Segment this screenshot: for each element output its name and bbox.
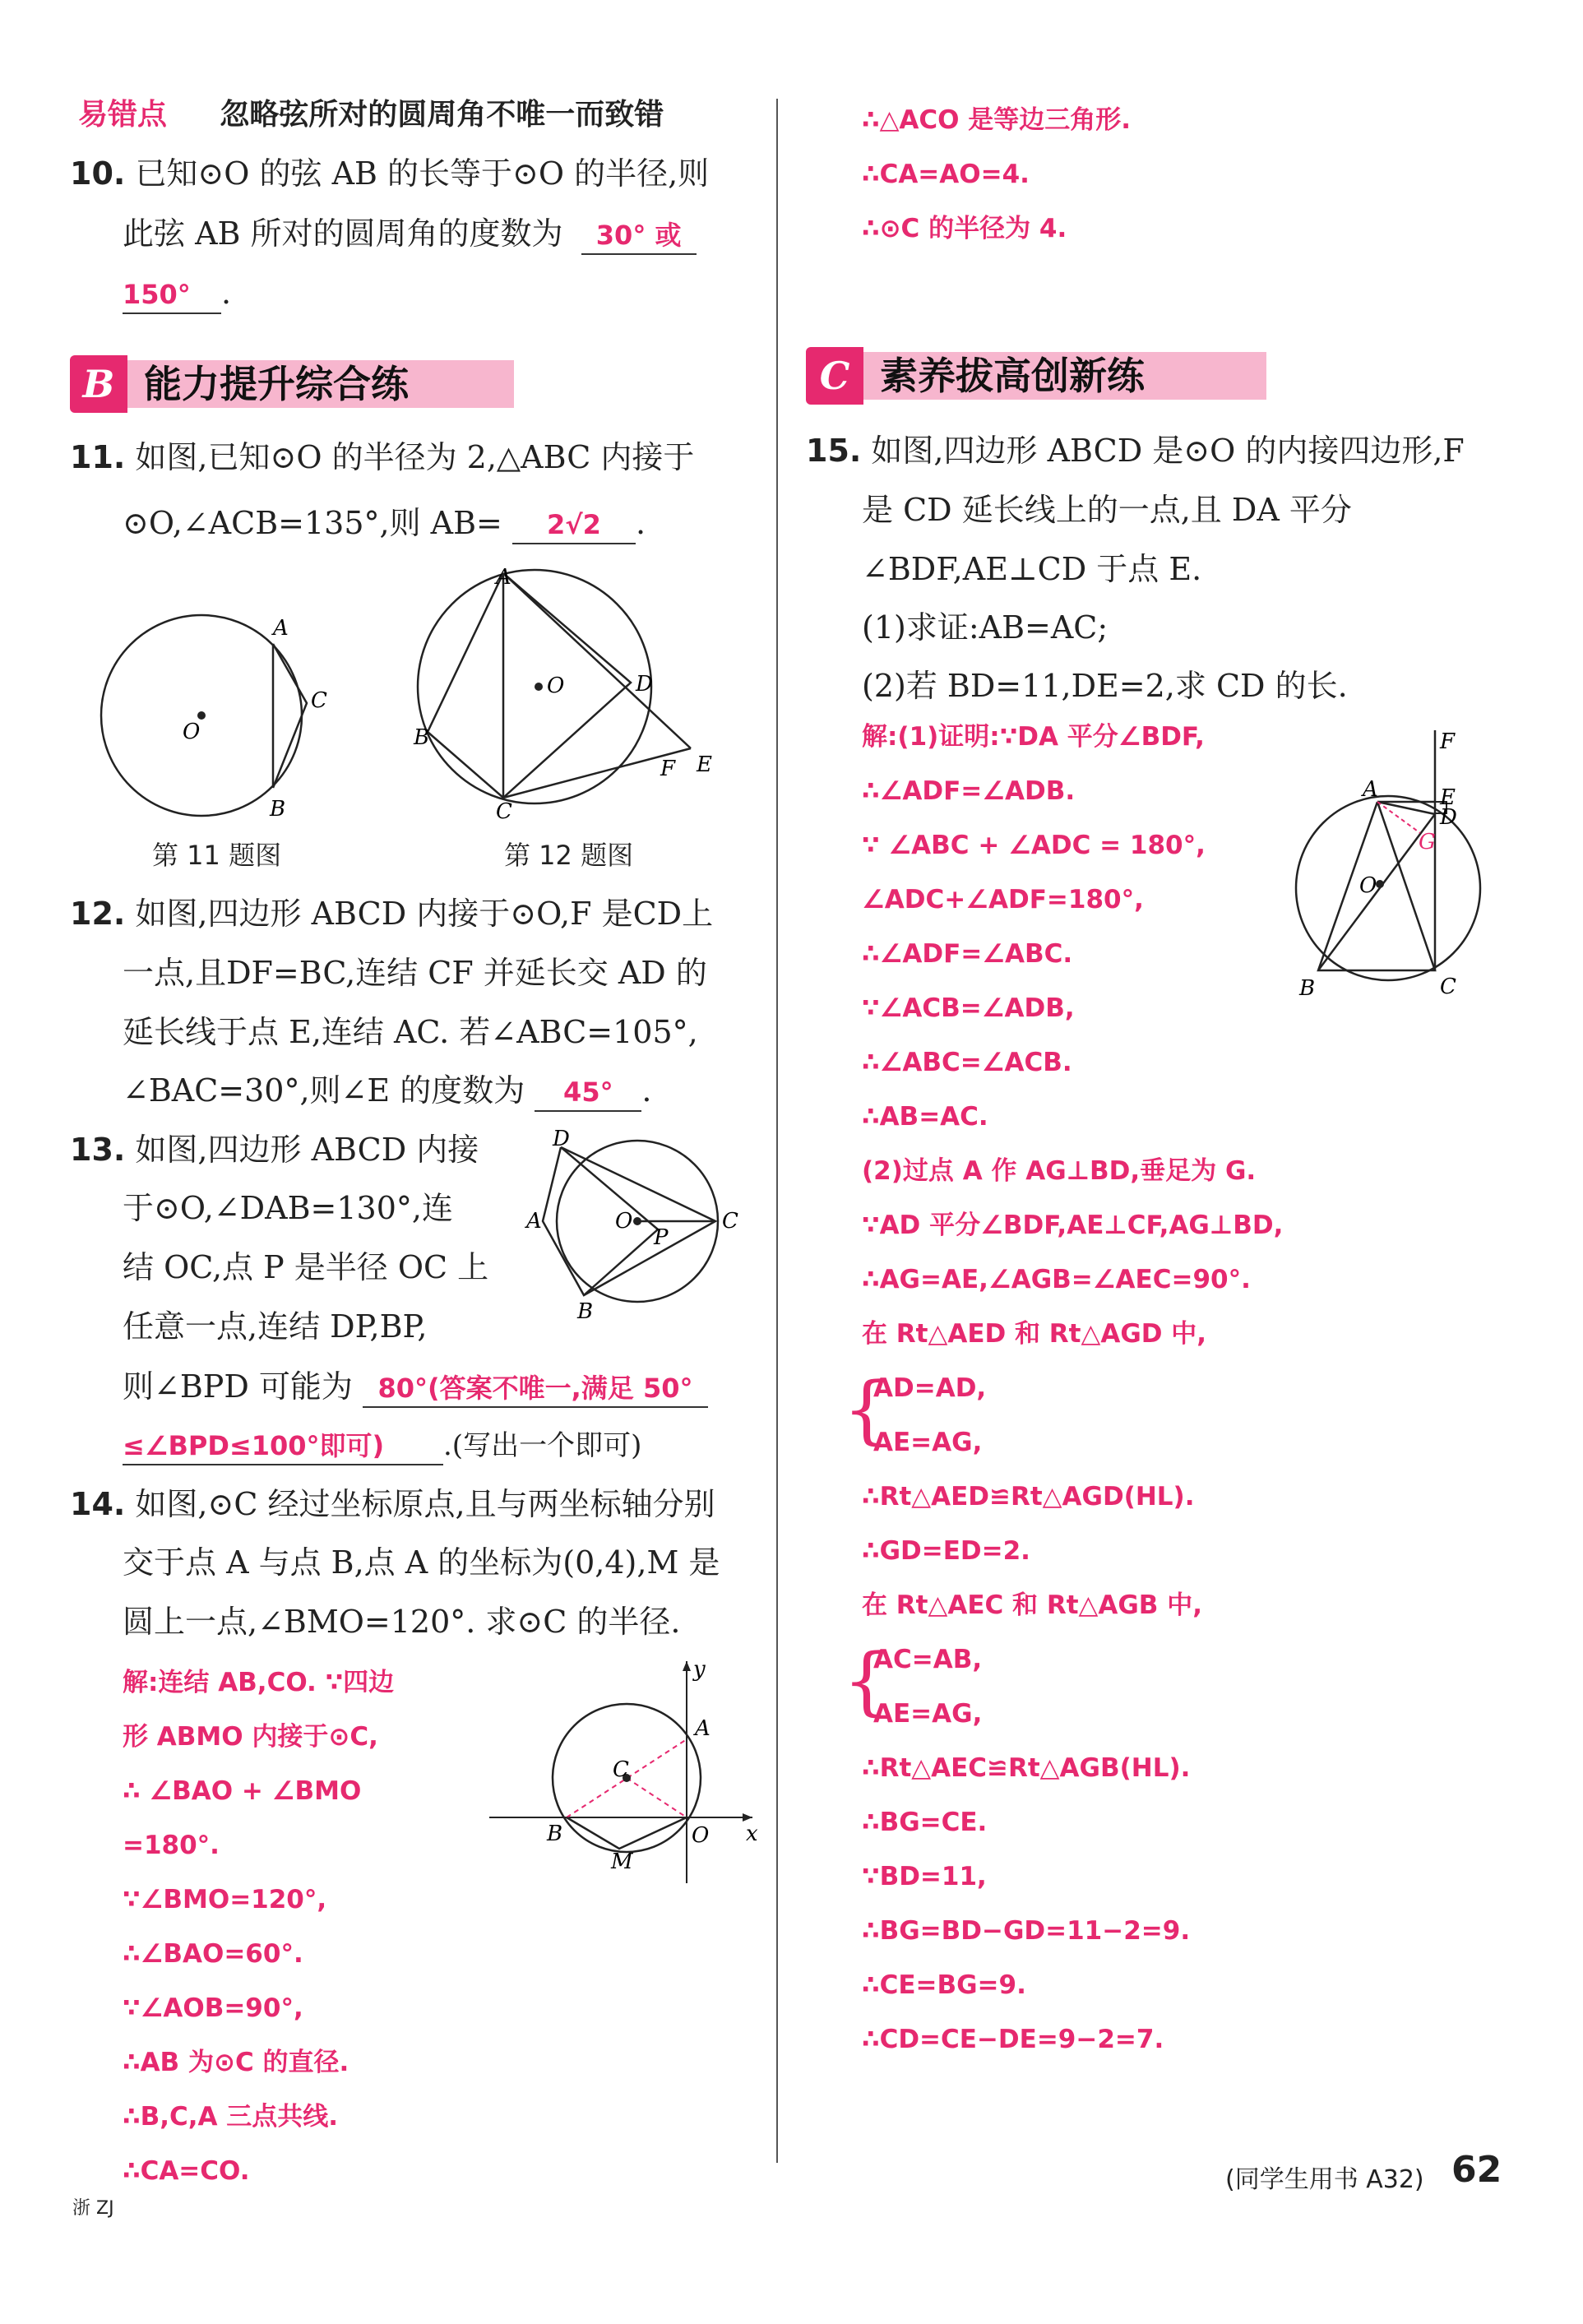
q12-text4: ∠BAC=30°,则∠E 的度数为: [123, 1072, 525, 1109]
svg-text:A: A: [496, 565, 511, 590]
q13-answer2: ≤∠BPD≤100°即可): [123, 1430, 385, 1461]
q14-number: 14.: [70, 1486, 126, 1522]
footer-region: 浙 ZJ: [72, 2198, 114, 2219]
q10-line1: [70, 152, 709, 195]
svg-text:C: C: [496, 799, 512, 824]
q15-sol-line-18: AE=AG,: [873, 1699, 983, 1729]
q12-line1: [70, 892, 713, 935]
section-c-badge: C: [806, 347, 863, 405]
q14-sol-line-2: ∴ ∠BAO + ∠BMO: [123, 1776, 362, 1806]
svg-text:C: C: [722, 1209, 738, 1234]
svg-text:A: A: [1363, 777, 1378, 802]
svg-text:D: D: [636, 672, 653, 697]
svg-text:G: G: [1419, 830, 1436, 854]
q15-brace-2: {: [843, 1638, 891, 1724]
svg-text:O: O: [1359, 873, 1377, 898]
q11-line1: [70, 436, 694, 479]
svg-text:D: D: [1440, 805, 1457, 830]
q15-text4: (1)求证:AB=AC;: [862, 609, 1109, 646]
q13-number: 13.: [70, 1132, 126, 1168]
svg-text:A: A: [526, 1209, 542, 1234]
q10-line2: [123, 212, 697, 255]
q15-sol-line-6: ∴∠ABC=∠ACB.: [862, 1048, 1072, 1077]
svg-text:M: M: [611, 1849, 633, 1874]
svg-text:F: F: [660, 757, 676, 781]
q11-number: 11.: [70, 439, 126, 475]
q15-sol-line-13: AE=AG,: [873, 1428, 983, 1457]
q15-number: 15.: [806, 433, 862, 469]
q15-text2: 是 CD 延长线上的一点,且 DA 平分: [862, 492, 1352, 528]
q15-sol-line-0: 解:(1)证明:∵DA 平分∠BDF,: [862, 722, 1205, 752]
q14-sol-line-7: ∴AB 为⊙C 的直径.: [123, 2048, 349, 2077]
q10-line3: [123, 271, 231, 314]
q15-sol-line-3: ∠ADC+∠ADF=180°,: [862, 885, 1144, 914]
svg-text:B: B: [577, 1299, 594, 1324]
svg-text:O: O: [692, 1823, 710, 1848]
svg-text:F: F: [1440, 729, 1456, 754]
q13-text2: 于⊙O,∠DAB=130°,连: [123, 1190, 453, 1226]
q15-sol-line-14: ∴Rt△AED≌Rt△AGD(HL).: [862, 1482, 1195, 1512]
footer-reference: (同学生用书 A32): [1225, 2165, 1424, 2194]
q14-cont-line-0: ∴△ACO 是等边三角形.: [862, 105, 1132, 135]
q13-end: .(写出一个即可): [443, 1429, 642, 1462]
q15-sol-line-9: ∵AD 平分∠BDF,AE⊥CF,AG⊥BD,: [862, 1211, 1284, 1240]
q14-line1: [70, 1483, 715, 1525]
q13-text5: 则∠BPD 可能为: [123, 1368, 353, 1405]
q15-sol-line-16: 在 Rt△AEC 和 Rt△AGB 中,: [862, 1590, 1202, 1620]
section-b-title: 能力提升综合练: [144, 362, 409, 406]
svg-text:B: B: [414, 725, 430, 750]
fig11-chords: [273, 644, 307, 788]
q14-text3: 圆上一点,∠BMO=120°. 求⊙C 的半径.: [123, 1604, 681, 1640]
q15-sol-line-21: ∵BD=11,: [862, 1862, 987, 1891]
q15-sol-line-2: ∵ ∠ABC + ∠ADC = 180°,: [862, 831, 1206, 860]
q15-sol-line-23: ∴CE=BG=9.: [862, 1970, 1026, 2000]
q15-sol-line-5: ∵∠ACB=∠ADB,: [862, 993, 1075, 1023]
q14-cont-line-1: ∴CA=AO=4.: [862, 160, 1030, 189]
q12-answer: 45°: [563, 1076, 613, 1108]
fig12-quad: [428, 573, 631, 798]
q11-end: .: [635, 505, 646, 541]
q15-sol-line-22: ∴BG=BD−GD=11−2=9.: [862, 1916, 1191, 1946]
q14-sol-line-0: 解:连结 AB,CO. ∵四边: [123, 1668, 395, 1697]
q10-text2: 此弦 AB 所对的圆周角的度数为: [123, 215, 563, 252]
column-divider: [776, 99, 778, 2163]
figure-12: [415, 567, 785, 831]
q12-end: .: [641, 1072, 652, 1109]
q14-sol-line-6: ∵∠AOB=90°,: [123, 1993, 303, 2023]
error-point-header: [78, 92, 664, 137]
q11-answer: 2√2: [547, 509, 601, 540]
svg-text:B: B: [270, 797, 286, 822]
section-c-title: 素养拔高创新练: [880, 354, 1145, 398]
q14-sol-line-3: =180°.: [123, 1831, 220, 1860]
svg-text:C: C: [613, 1757, 629, 1782]
q13-text4: 任意一点,连结 DP,BP,: [123, 1308, 428, 1345]
svg-text:P: P: [654, 1225, 669, 1250]
q14-text1: 如图,⊙C 经过坐标原点,且与两坐标轴分别: [135, 1486, 715, 1522]
q15-text5: (2)若 BD=11,DE=2,求 CD 的长.: [862, 668, 1348, 704]
fig11-caption: 第 11 题图: [152, 840, 282, 871]
q14-text2: 交于点 A 与点 B,点 A 的坐标为(0,4),M 是: [123, 1544, 720, 1581]
q11-text2: ⊙O,∠ACB=135°,则 AB=: [123, 505, 502, 541]
svg-text:A: A: [695, 1716, 710, 1741]
svg-text:O: O: [547, 674, 565, 698]
page-number: 62: [1451, 2149, 1502, 2191]
q10-answer2: 150°: [123, 279, 191, 310]
figure-11: [99, 600, 370, 831]
figure-14: [481, 1653, 761, 1891]
error-point-label: 易错点: [78, 98, 168, 132]
q14-sol-line-9: ∴CA=CO.: [123, 2156, 250, 2186]
q13-line6: [123, 1423, 641, 1467]
figure-13: [518, 1127, 757, 1324]
q11-line2: [123, 502, 646, 544]
section-c-banner: [806, 347, 1266, 405]
q15-sol-line-11: 在 Rt△AED 和 Rt△AGD 中,: [862, 1319, 1207, 1349]
svg-text:x: x: [746, 1822, 758, 1846]
q12-line4: [123, 1069, 651, 1112]
q12-text2: 一点,且DF=BC,连结 CF 并延长交 AD 的: [123, 955, 707, 991]
svg-text:O: O: [183, 720, 201, 744]
q15-sol-line-24: ∴CD=CE−DE=9−2=7.: [862, 2025, 1164, 2054]
q15-sol-line-10: ∴AG=AE,∠AGB=∠AEC=90°.: [862, 1265, 1251, 1294]
q15-text3: ∠BDF,AE⊥CD 于点 E.: [862, 551, 1202, 587]
q10-end: .: [221, 275, 232, 311]
q15-brace-1: {: [843, 1367, 891, 1453]
q10-number: 10.: [70, 155, 126, 192]
q15-sol-line-17: AC=AB,: [873, 1645, 983, 1674]
error-point-title: 忽略弦所对的圆周角不唯一而致错: [220, 98, 664, 132]
q15-text1: 如图,四边形 ABCD 是⊙O 的内接四边形,F: [871, 433, 1465, 469]
q12-text1: 如图,四边形 ABCD 内接于⊙O,F 是CD上: [135, 896, 714, 932]
q14-sol-line-1: 形 ABMO 内接于⊙C,: [123, 1722, 378, 1752]
q11-text1: 如图,已知⊙O 的半径为 2,△ABC 内接于: [135, 439, 695, 475]
svg-text:C: C: [1440, 975, 1456, 999]
fig11-center: [197, 711, 206, 720]
q12-number: 12.: [70, 896, 126, 932]
svg-text:E: E: [1440, 785, 1456, 810]
q15-sol-line-4: ∴∠ADF=∠ABC.: [862, 939, 1073, 969]
q15-sol-line-1: ∴∠ADF=∠ADB.: [862, 776, 1076, 806]
q14-sol-line-8: ∴B,C,A 三点共线.: [123, 2102, 339, 2132]
svg-text:E: E: [697, 752, 712, 777]
svg-text:B: B: [547, 1822, 563, 1846]
q15-sol-line-7: ∴AB=AC.: [862, 1102, 988, 1132]
q14-sol-line-4: ∵∠BMO=120°,: [123, 1885, 327, 1914]
q13-line5: [123, 1365, 708, 1408]
q13-text1: 如图,四边形 ABCD 内接: [135, 1132, 479, 1168]
q14-cont-line-2: ∴⊙C 的半径为 4.: [862, 214, 1067, 243]
q15-sol-line-8: (2)过点 A 作 AG⊥BD,垂足为 G.: [862, 1156, 1257, 1186]
q15-sol-line-12: AD=AD,: [873, 1373, 987, 1403]
q10-text1: 已知⊙O 的弦 AB 的长等于⊙O 的半径,则: [135, 155, 710, 192]
svg-text:C: C: [311, 688, 327, 713]
q15-sol-line-19: ∴Rt△AEC≌Rt△AGB(HL).: [862, 1753, 1191, 1783]
section-b-badge: B: [70, 355, 127, 413]
q15-sol-line-15: ∴GD=ED=2.: [862, 1536, 1030, 1566]
q10-answer1: 30° 或: [595, 220, 682, 251]
q15-line1: [806, 429, 1465, 472]
q15-sol-line-20: ∴BG=CE.: [862, 1808, 988, 1837]
svg-text:O: O: [615, 1209, 633, 1234]
q13-line1: [70, 1128, 479, 1171]
svg-text:y: y: [693, 1657, 706, 1682]
q14-sol-line-5: ∴∠BAO=60°.: [123, 1939, 303, 1969]
q13-text3: 结 OC,点 P 是半径 OC 上: [123, 1249, 489, 1285]
svg-text:B: B: [1299, 976, 1316, 1001]
figure-15: [1287, 724, 1509, 1003]
svg-text:D: D: [553, 1127, 570, 1151]
svg-text:A: A: [273, 616, 289, 641]
q12-text3: 延长线于点 E,连结 AC. 若∠ABC=105°,: [123, 1014, 698, 1050]
fig12-caption: 第 12 题图: [504, 840, 634, 871]
q13-answer1: 80°(答案不唯一,满足 50°: [377, 1373, 693, 1404]
section-b-banner: [70, 355, 514, 413]
